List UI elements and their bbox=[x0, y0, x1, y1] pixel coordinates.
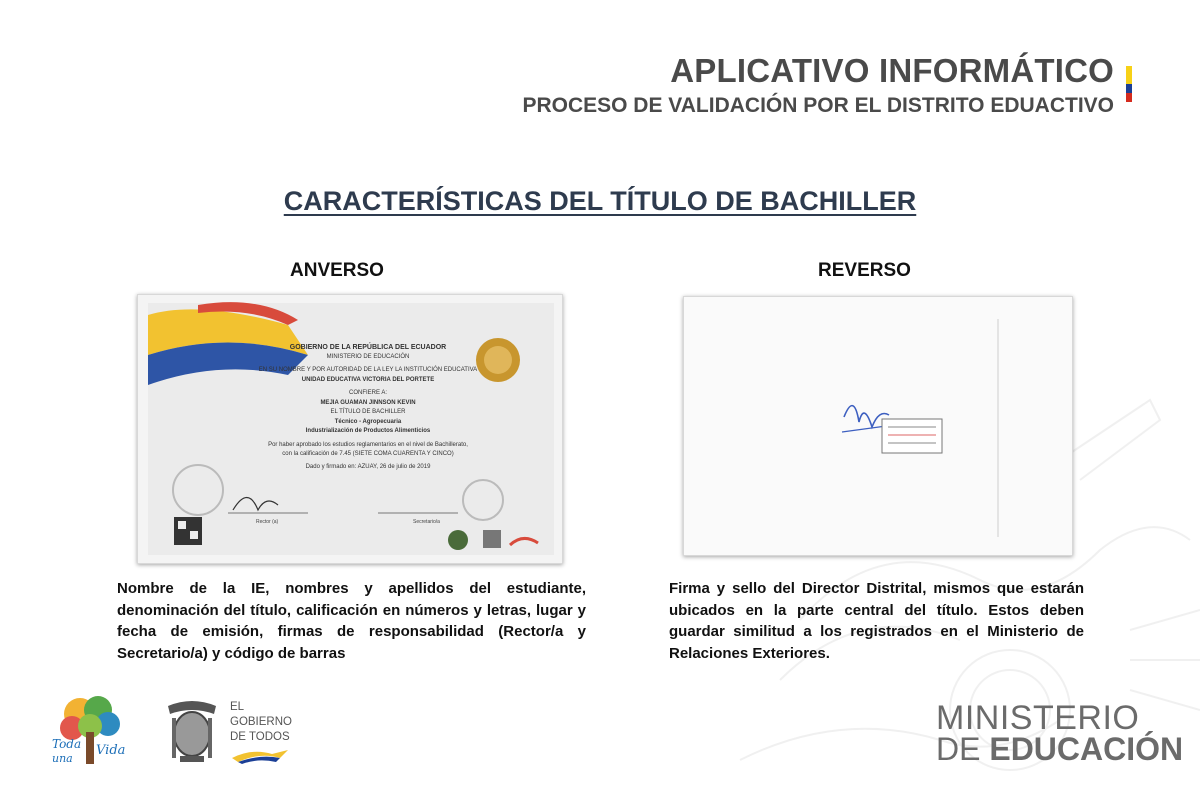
reverso-image bbox=[683, 296, 1073, 556]
sig-rector-label: Rector (a) bbox=[256, 519, 279, 525]
toda-una-vida-logo bbox=[50, 692, 132, 768]
ministerio-logo-line2: DE EDUCACIÓN bbox=[936, 731, 1184, 767]
app-subtitle: PROCESO DE VALIDACIÓN POR EL DISTRITO EDUACTIVO bbox=[522, 94, 1114, 117]
gobierno-de-todos-text: EL GOBIERNO DE TODOS bbox=[230, 701, 292, 743]
gobierno-ribbon-icon bbox=[232, 748, 288, 764]
certificate-back bbox=[684, 297, 1072, 555]
section-title: CARACTERÍSTICAS DEL TÍTULO DE BACHILLER bbox=[283, 186, 917, 216]
anverso-description: Nombre de la IE, nombres y apellidos del estudiante, denominación del título, calificación en números y letras, lugar y fecha de emisión, firmas de responsabilidad (Rector/a y Secretario/a) y código de barras bbox=[117, 580, 586, 662]
certificate-text: GOBIERNO DE LA REPÚBLICA DEL ECUADOR MINISTERIO DE EDUCACIÓN EN SU NOMBRE Y POR AUTORIDAD DE LA LEY LA INSTITUCIÓN EDUCATIVA UNIDAD EDUCATIVA VICTORIA DEL PORTETE CONFIERE A: MEJIA GUAMAN JINNSON KEVIN EL TÍTULO DE BACHILLER Técnico - Agropecuaria Industrialización de Productos Alimenticios Por haber aprobado los estudios reglamentarios en el nivel de Bachillerato, con la calificación de 7.45 (SIETE COMA CUARENTA Y CINCO) Dado y firmado en: AZUAY, 26 de julio de 2019 bbox=[258, 344, 478, 470]
ecuador-coat-of-arms bbox=[160, 696, 224, 764]
anverso-label: ANVERSO bbox=[290, 260, 384, 281]
svg-text:una: una bbox=[52, 752, 73, 765]
reverso-description: Firma y sello del Director Distrital, mismos que estarán ubicados en la parte central del título. Estos deben guardar similitud a los registrados en el Ministerio de Relaciones Exteriores. bbox=[669, 580, 1084, 662]
anverso-image bbox=[137, 294, 563, 564]
svg-text:Toda: Toda bbox=[52, 737, 82, 751]
reverso-label: REVERSO bbox=[818, 260, 911, 281]
sig-secretario-label: Secretario/a bbox=[413, 519, 440, 525]
svg-text:Vida: Vida bbox=[96, 743, 126, 758]
ecuador-flag-bar bbox=[1126, 66, 1132, 102]
ministerio-logo-line1: MINISTERIO bbox=[936, 699, 1140, 737]
app-title: APLICATIVO INFORMÁTICO bbox=[670, 52, 1114, 89]
